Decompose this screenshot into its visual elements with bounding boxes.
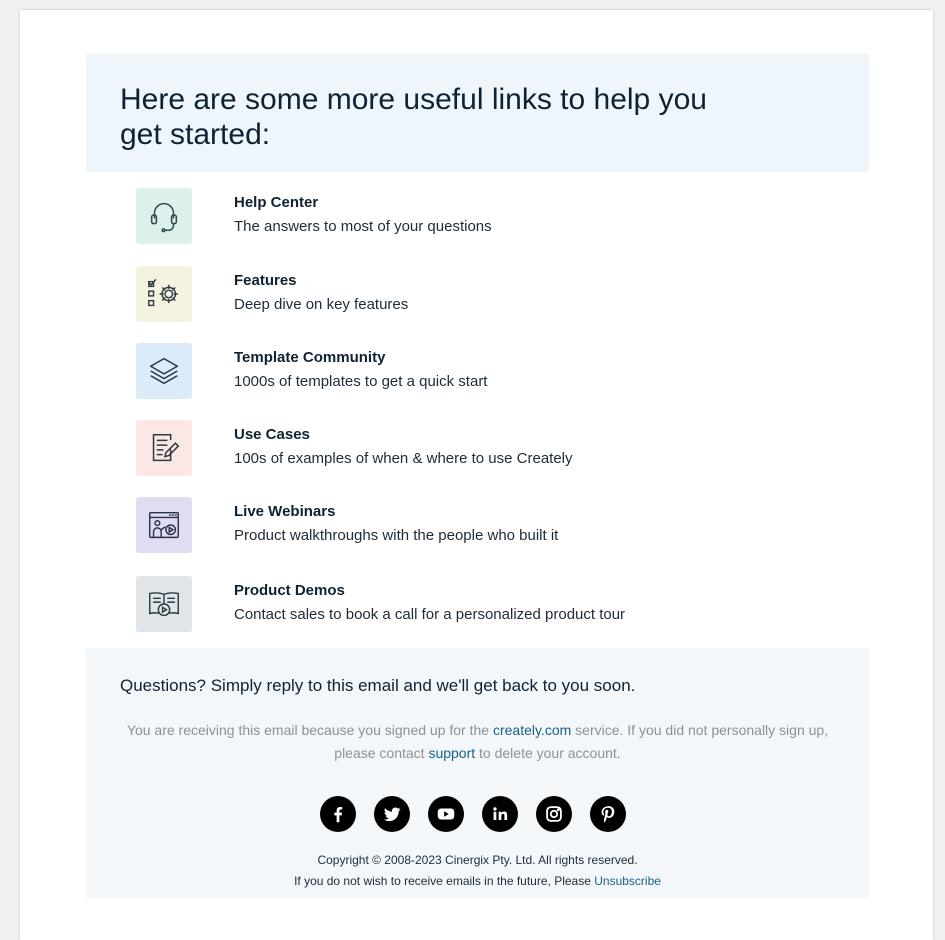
- notice-text: You are receiving this email because you signed up for the: [126, 722, 493, 738]
- email-card: [20, 10, 933, 940]
- link-features[interactable]: [136, 266, 856, 326]
- link-description: 1000s of templates to get a quick start: [234, 373, 488, 390]
- notice-text: service. If you did not personally sign up, please contact: [334, 722, 829, 761]
- link-title: Help Center: [234, 194, 319, 211]
- hero-banner: [86, 54, 869, 172]
- creately-link[interactable]: creately.com: [492, 722, 572, 738]
- document-edit-icon: [136, 420, 192, 476]
- link-help-center[interactable]: [136, 188, 856, 248]
- link-description: The answers to most of your questions: [234, 218, 492, 235]
- copyright-block: [106, 850, 849, 892]
- facebook-icon[interactable]: [320, 796, 356, 832]
- checklist-gear-icon: [136, 266, 192, 322]
- link-live-webinars[interactable]: [136, 497, 856, 557]
- link-template-community[interactable]: [136, 343, 856, 403]
- questions-text: Questions? Simply reply to this email and we'll get back to you soon.: [120, 676, 636, 695]
- notice-text: to delete your account.: [475, 745, 621, 761]
- link-description: Contact sales to book a call for a personalized product tour: [234, 606, 626, 623]
- support-link[interactable]: support: [428, 745, 476, 761]
- copyright-text: Copyright © 2008-2023 Cinergix Pty. Ltd. All rights reserved.: [317, 853, 638, 867]
- twitter-icon[interactable]: [374, 796, 410, 832]
- hero-title: Here are some more useful links to help you get started:: [120, 83, 707, 151]
- link-product-demos[interactable]: [136, 576, 856, 636]
- instagram-icon[interactable]: [536, 796, 572, 832]
- linkedin-icon[interactable]: [482, 796, 518, 832]
- email-footer: [86, 648, 869, 898]
- link-description: 100s of examples of when & where to use Creately: [234, 450, 573, 467]
- link-description: Deep dive on key features: [234, 296, 409, 313]
- demo-book-icon: [136, 576, 192, 632]
- youtube-icon[interactable]: [428, 796, 464, 832]
- social-links: [320, 796, 626, 836]
- link-title: Template Community: [234, 349, 386, 366]
- layers-icon: [136, 343, 192, 399]
- link-use-cases[interactable]: [136, 420, 856, 480]
- webinar-icon: [136, 497, 192, 553]
- headset-icon: [136, 188, 192, 244]
- link-title: Features: [234, 272, 297, 289]
- signup-notice: [106, 719, 849, 765]
- link-description: Product walkthroughs with the people who built it: [234, 527, 559, 544]
- unsubscribe-text: If you do not wish to receive emails in the future, Please: [294, 874, 595, 888]
- link-title: Use Cases: [234, 426, 310, 443]
- unsubscribe-link[interactable]: Unsubscribe: [594, 874, 661, 888]
- unsubscribe-line: [106, 871, 849, 892]
- link-title: Live Webinars: [234, 503, 336, 520]
- link-title: Product Demos: [234, 582, 345, 599]
- pinterest-icon[interactable]: [590, 796, 626, 832]
